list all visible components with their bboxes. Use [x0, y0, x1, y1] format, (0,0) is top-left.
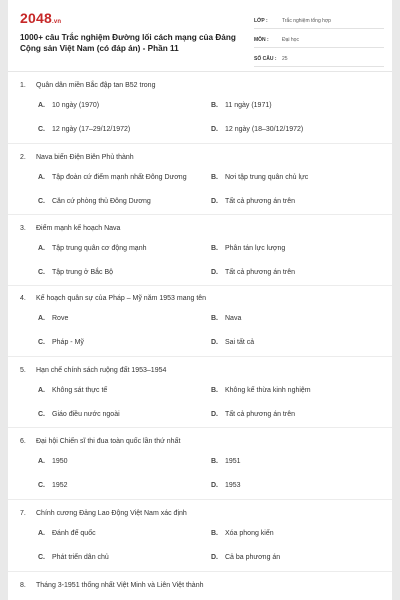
question-text [20, 154, 134, 161]
option-a[interactable] [38, 245, 147, 252]
option-text: Pháp - Mỹ [52, 339, 84, 346]
option-letter: D. [211, 482, 218, 489]
option-letter: B. [211, 174, 218, 181]
option-b[interactable] [211, 458, 241, 465]
option-text: Tập đoàn cứ điểm mạnh nhất Đông Dương [52, 174, 187, 181]
option-letter: C. [38, 482, 45, 489]
option-b[interactable] [211, 102, 272, 109]
site-logo[interactable] [20, 10, 61, 26]
option-text: Không sát thực tế [52, 387, 108, 394]
question-text [20, 367, 166, 374]
option-letter: B. [211, 102, 218, 109]
option-text: 1951 [225, 458, 241, 465]
option-text: Sai tất cả [225, 339, 255, 346]
divider [8, 214, 392, 215]
meta-row-class [254, 14, 384, 29]
option-letter: C. [38, 198, 45, 205]
option-letter: B. [211, 387, 218, 394]
option-text: Không kế thừa kinh nghiệm [225, 387, 311, 394]
option-letter: A. [38, 387, 45, 394]
option-text: Phát triển dân chủ [52, 554, 109, 561]
option-letter: D. [211, 411, 218, 418]
option-d[interactable] [211, 339, 254, 346]
option-text: 11 ngày (1971) [225, 102, 272, 109]
logo-text: 2048 [20, 10, 52, 26]
question-number: 6. [20, 438, 26, 445]
option-letter: B. [211, 530, 218, 537]
meta-info [254, 14, 384, 71]
option-d[interactable] [211, 411, 295, 418]
option-text: 1950 [52, 458, 68, 465]
option-letter: A. [38, 530, 45, 537]
meta-value: Đại học [282, 37, 299, 43]
option-letter: D. [211, 554, 218, 561]
option-a[interactable] [38, 530, 96, 537]
document-page [8, 0, 392, 600]
meta-label: SỐ CÂU : [254, 56, 277, 62]
question-number: 8. [20, 582, 26, 589]
option-text: Đánh đế quốc [52, 530, 96, 537]
page-title: 1000+ câu Trắc nghiệm Đường lối cách mạng của Đảng Cộng sản Việt Nam (có đáp án) - Phần 11 [20, 33, 236, 53]
option-text: 12 ngày (17–29/12/1972) [52, 126, 131, 133]
option-letter: B. [211, 458, 218, 465]
option-text: Phân tán lực lượng [225, 245, 286, 252]
option-letter: C. [38, 411, 45, 418]
question-number: 2. [20, 154, 26, 161]
option-d[interactable] [211, 198, 295, 205]
option-text: 1953 [225, 482, 241, 489]
divider [8, 571, 392, 572]
option-text: 10 ngày (1970) [52, 102, 100, 109]
question-number: 4. [20, 295, 26, 302]
option-text: Căn cứ phòng thủ Đông Dương [52, 198, 151, 205]
option-c[interactable] [38, 411, 120, 418]
option-text: Nava [225, 315, 242, 322]
option-b[interactable] [211, 530, 274, 537]
meta-label: LỚP : [254, 18, 268, 24]
option-letter: C. [38, 554, 45, 561]
question-text [20, 295, 206, 302]
option-text: 1952 [52, 482, 68, 489]
option-c[interactable] [38, 339, 84, 346]
divider [8, 499, 392, 500]
question-stem: Quân dân miền Bắc đập tan B52 trong [36, 82, 156, 89]
option-text: Tất cả phương án trên [225, 411, 295, 418]
divider [8, 427, 392, 428]
option-d[interactable] [211, 126, 303, 133]
question-text [20, 225, 120, 232]
option-letter: A. [38, 245, 45, 252]
option-a[interactable] [38, 315, 68, 322]
meta-row-subject [254, 33, 384, 48]
option-b[interactable] [211, 387, 311, 394]
question-text [20, 438, 180, 445]
option-letter: A. [38, 458, 45, 465]
question-number: 7. [20, 510, 26, 517]
option-b[interactable] [211, 245, 285, 252]
option-text: Tập trung ở Bắc Bộ [52, 269, 114, 276]
option-d[interactable] [211, 269, 295, 276]
divider [8, 356, 392, 357]
question-stem: Hạn chế chính sách ruộng đất 1953–1954 [36, 367, 167, 374]
option-a[interactable] [38, 458, 68, 465]
option-text: Rove [52, 315, 69, 322]
option-a[interactable] [38, 102, 99, 109]
option-text: Tập trung quân cơ động mạnh [52, 245, 147, 252]
question-stem: Điểm mạnh kế hoạch Nava [36, 225, 121, 232]
option-c[interactable] [38, 198, 151, 205]
option-c[interactable] [38, 269, 113, 276]
divider [8, 143, 392, 144]
logo-suffix: .vn [51, 19, 62, 25]
meta-label: MÔN : [254, 37, 269, 43]
option-letter: C. [38, 269, 45, 276]
option-text: Giáo điều nước ngoài [52, 411, 120, 418]
option-letter: D. [211, 269, 218, 276]
option-d[interactable] [211, 482, 241, 489]
option-text: Cả ba phương án [225, 554, 281, 561]
option-letter: A. [38, 174, 45, 181]
question-text [20, 82, 155, 89]
option-c[interactable] [38, 482, 68, 489]
option-text: Xóa phong kiến [225, 530, 274, 537]
option-letter: A. [38, 102, 45, 109]
question-stem: Kế hoạch quân sự của Pháp – Mỹ năm 1953 mang tên [36, 295, 207, 302]
question-text [20, 582, 203, 589]
meta-value: 25 [282, 56, 288, 62]
question-number: 1. [20, 82, 26, 89]
question-number: 3. [20, 225, 26, 232]
meta-value: Trắc nghiệm tổng hợp [282, 18, 331, 24]
option-letter: D. [211, 198, 218, 205]
option-text: Tất cả phương án trên [225, 198, 295, 205]
divider [8, 285, 392, 286]
option-c[interactable] [38, 554, 109, 561]
question-text [20, 510, 187, 517]
meta-row-count [254, 52, 384, 67]
question-stem: Tháng 3-1951 thống nhất Việt Minh và Liên Việt thành [36, 582, 204, 589]
option-letter: A. [38, 315, 45, 322]
option-a[interactable] [38, 174, 187, 181]
document-header [8, 0, 392, 72]
option-c[interactable] [38, 126, 130, 133]
option-letter: C. [38, 339, 45, 346]
option-letter: C. [38, 126, 45, 133]
option-text: 12 ngày (18–30/12/1972) [225, 126, 304, 133]
option-b[interactable] [211, 174, 308, 181]
option-letter: D. [211, 126, 218, 133]
option-b[interactable] [211, 315, 241, 322]
option-letter: B. [211, 315, 218, 322]
question-number: 5. [20, 367, 26, 374]
option-letter: B. [211, 245, 218, 252]
option-a[interactable] [38, 387, 107, 394]
option-text: Nơi tập trung quân chủ lực [225, 174, 309, 181]
option-text: Tất cả phương án trên [225, 269, 295, 276]
question-stem: Nava biến Điện Biên Phủ thành [36, 154, 134, 161]
question-stem: Đại hội Chiến sĩ thi đua toàn quốc lần thứ nhất [36, 438, 181, 445]
option-d[interactable] [211, 554, 280, 561]
option-letter: D. [211, 339, 218, 346]
question-stem: Chính cương Đảng Lao Động Việt Nam xác định [36, 510, 187, 517]
